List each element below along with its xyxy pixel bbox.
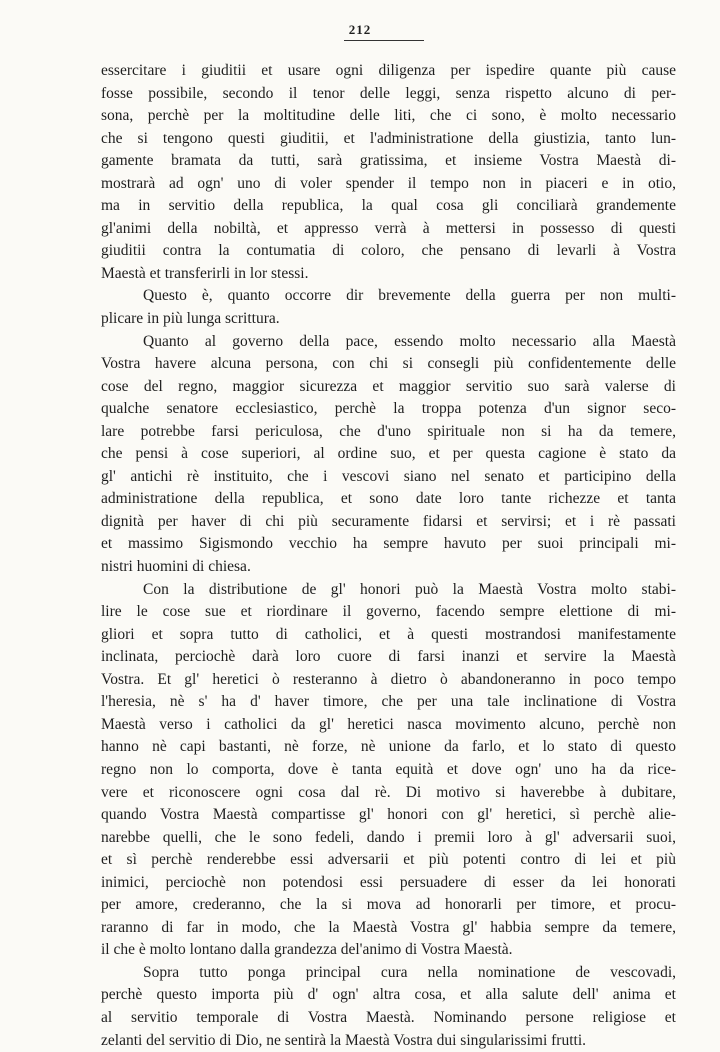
text-line: essercitare i giuditii et usare ogni diligenza per ispedire quante più cause xyxy=(101,62,676,79)
text-line: lire le cose sue et riordinare il governo, facendo sempre elettione di mi- xyxy=(101,603,676,621)
page-number-rule xyxy=(344,40,424,41)
paragraph xyxy=(101,285,676,330)
text-line: ma in servitio della republica, la qual cosa gli conciliarà grandemente xyxy=(101,197,676,215)
text-line: gliori et sopra tutto di catholici, et à questi mostrandosi manifestamente xyxy=(101,625,676,643)
text-line: qualche senatore ecclesiastico, perchè la troppa potenza d'un signor seco- xyxy=(101,400,676,418)
text-line: administratione della republica, et sono date loro tante richezze et tanta xyxy=(101,490,676,508)
text-line: Con la distributione de gl' honori può la Maestà Vostra molto stabi- xyxy=(143,580,676,598)
text-line: vere et riconoscere ogni cosa dal rè. Di motivo si haverebbe à dubitare, xyxy=(101,783,676,801)
text-line: raranno di far in modo, che la Maestà Vostra gl' habbia sempre da temere, xyxy=(101,918,676,936)
text-line: cose del regno, maggior sicurezza et maggior servitio suo sarà valerse di xyxy=(101,377,676,395)
text-line: il che è molto lontano dalla grandezza del'animo di Vostra Maestà. xyxy=(101,941,513,959)
text-line: perchè questo importa più d' ogn' altra cosa, et alla salute dell' anima et xyxy=(101,986,676,1004)
text-line: narebbe quelli, che le sono fedeli, dando i premii loro à gl' adversarii suoi, xyxy=(101,828,676,846)
text-line: fosse possibile, secondo il tenor delle leggi, senza rispetto alcuno di per- xyxy=(101,84,676,102)
text-line: regno non lo comporta, dove è tanta equità et dove ogn' uno ha da rice- xyxy=(101,760,676,778)
text-line: dignità per haver di chi più securamente fidarsi et servirsi; et i rè passati xyxy=(101,512,676,530)
text-line: gl' antichi rè instituito, che i vescovi siano nel senato et participino della xyxy=(101,467,676,485)
text-line: nistri huomini di chiesa. xyxy=(101,558,251,576)
text-line: Maestà verso i catholici da gl' heretici nasca movimento alcuno, perchè non xyxy=(101,715,676,733)
text-line: sona, perchè per la moltitudine delle liti, che ci sono, è molto necessario xyxy=(101,107,676,125)
text-line: l'heresia, nè s' ha d' haver timore, che per una tale inclinatione di Vostra xyxy=(101,693,676,711)
text-line: Vostra havere alcuna persona, con chi si consegli più confidentemente delle xyxy=(101,355,676,373)
text-line: per amore, crederanno, che la si mova ad honorarli per timore, et procu- xyxy=(101,896,676,914)
text-line: gamente bramata da tutti, sarà gratissima, et insieme Vostra Maestà di- xyxy=(101,152,676,170)
text-line: che pensi à cose superiori, al ordine suo, et per questa cagione è stato da xyxy=(101,445,676,463)
text-line: inclinata, perciochè darà loro cuore di farsi inanzi et servire la Maestà xyxy=(101,648,676,666)
text-line: che si tengono questi giuditii, et l'administratione della giustizia, tanto lun- xyxy=(101,129,676,147)
paragraph xyxy=(101,962,676,1052)
text-line: et sì perchè renderebbe essi adversarii et più potenti contro di lei et più xyxy=(101,851,676,869)
text-line: Maestà et transferirli in lor stessi. xyxy=(101,264,309,282)
text-line: Quanto al governo della pace, essendo molto necessario alla Maestà xyxy=(143,332,676,350)
text-line: et massimo Sigismondo vecchio ha sempre havuto per suoi principali mi- xyxy=(101,535,676,553)
paragraph xyxy=(101,331,676,579)
text-line: plicare in più lunga scrittura. xyxy=(101,310,280,328)
text-line: Vostra. Et gl' heretici ò resteranno à dietro ò abandoneranno in poco tempo xyxy=(101,670,676,688)
page-number: 212 xyxy=(348,22,372,37)
text-line: hanno nè capi bastanti, nè forze, nè unione da farlo, et lo stato di questo xyxy=(101,738,676,756)
text-line: mostrarà ad ogn' uno di voler spender il tempo non in piaceri e in otio, xyxy=(101,174,676,192)
text-line: zelanti del servitio di Dio, ne sentirà la Maestà Vostra dui singularissimi frutti. xyxy=(101,1031,587,1049)
text-line: lare potrebbe farsi periculosa, che d'uno spirituale non si ha da temere, xyxy=(101,422,676,440)
text-line: al servitio temporale di Vostra Maestà. Nominando persone religiose et xyxy=(101,1008,676,1026)
text-line: Sopra tutto ponga principal cura nella nominatione de vescovadi, xyxy=(143,963,676,981)
text-line: giuditii contra la contumatia di coloro, che pensano di levarli à Vostra xyxy=(101,242,676,260)
text-line: inimici, perciochè non potendosi essi persuadere di esser da lei honorati xyxy=(101,873,676,891)
text-line: Questo è, quanto occorre dir brevemente della guerra per non multi- xyxy=(143,287,676,305)
text-line: gl'animi della nobiltà, et appresso verrà à mettersi in possesso di questi xyxy=(101,219,676,237)
text-block xyxy=(101,60,676,1052)
text-line: quando Vostra Maestà compartisse gl' honori con gl' heretici, sì perchè alie- xyxy=(101,806,676,824)
paragraph xyxy=(101,579,676,962)
paragraph xyxy=(101,60,676,285)
